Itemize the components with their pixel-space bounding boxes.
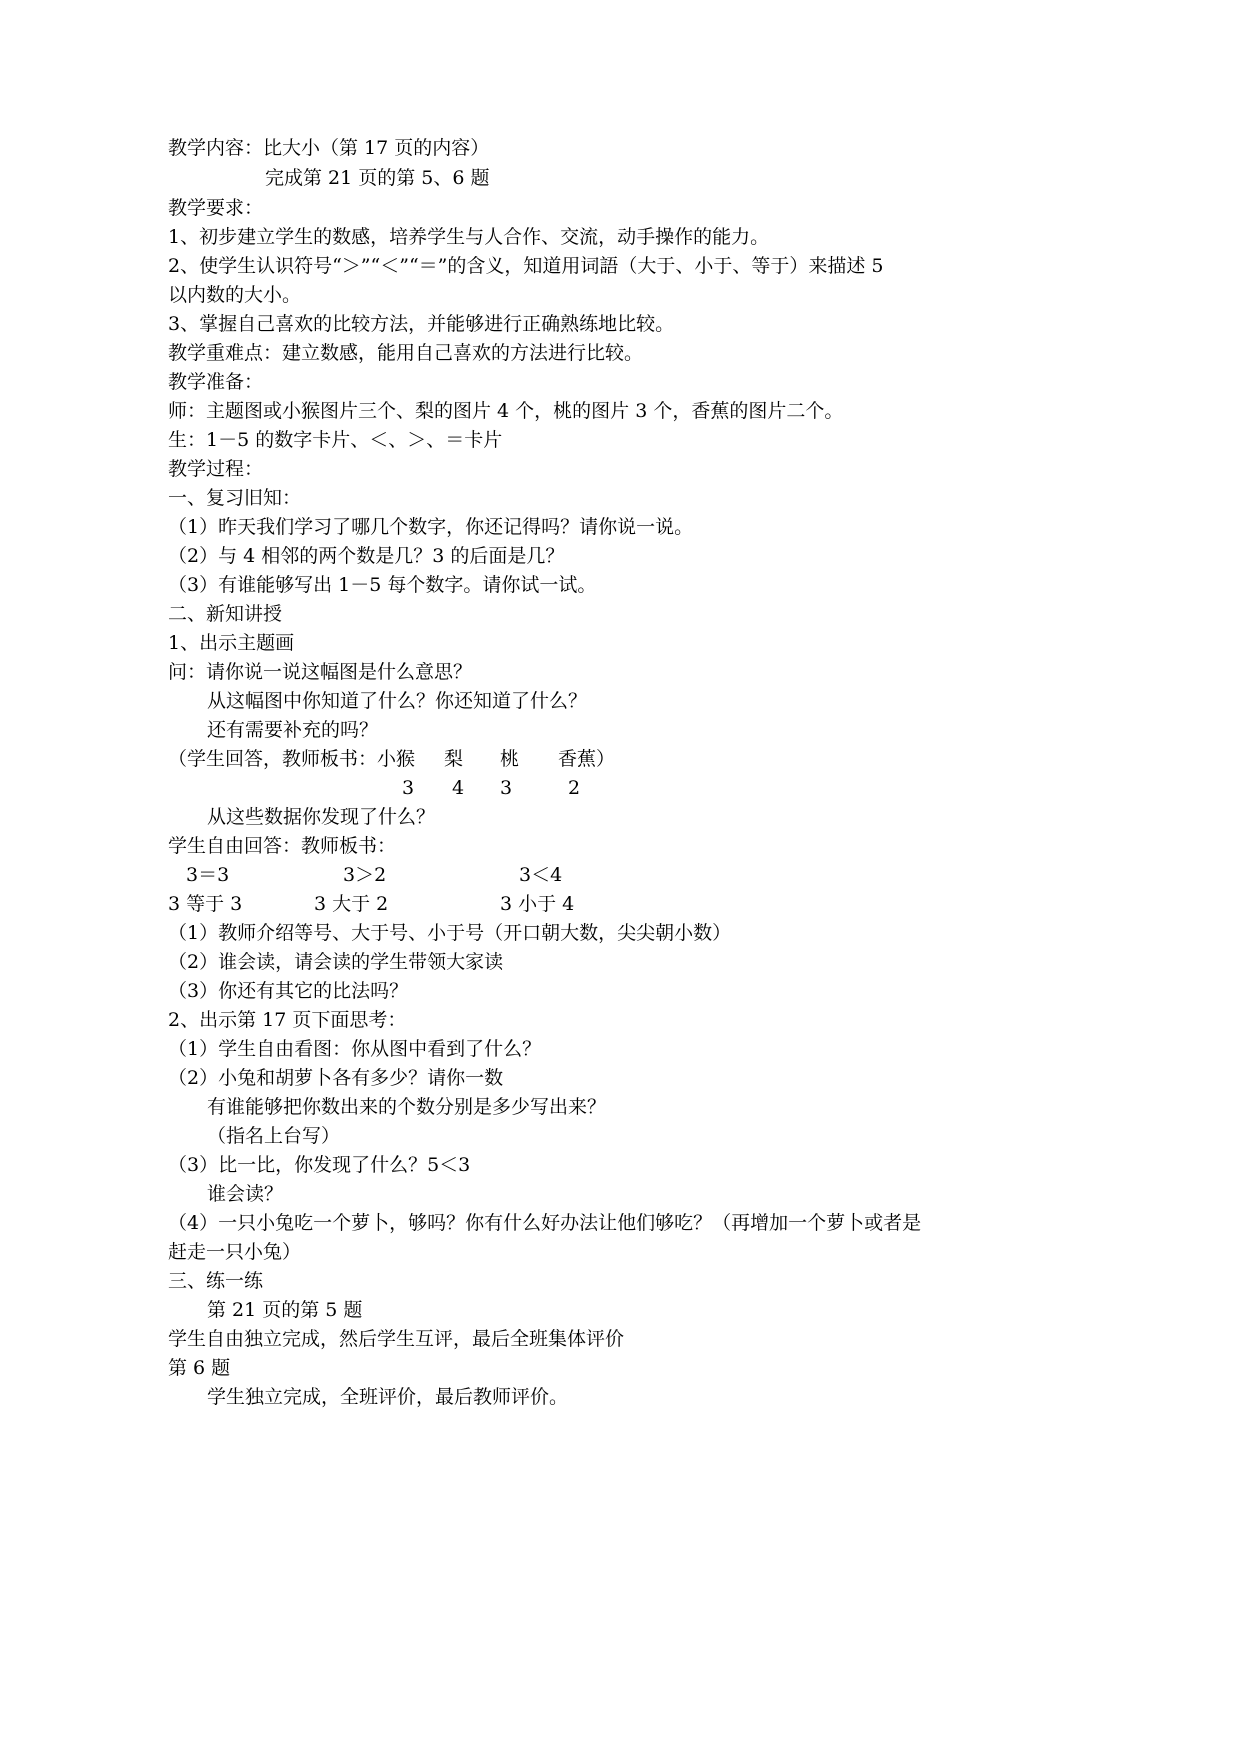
- practice-heading: 三、练一练: [168, 1270, 264, 1292]
- question-2: 从这幅图中你知道了什么？你还知道了什么？: [207, 690, 588, 712]
- board-number-monkey: 3: [402, 777, 415, 799]
- question-3: 还有需要补充的吗？: [207, 719, 379, 741]
- compare-symbol-equal: 3＝3: [186, 864, 230, 886]
- requirement-2-continued: 以内数的大小。: [168, 284, 302, 306]
- compare-symbol-greater: 3＞2: [343, 864, 387, 886]
- think-item-1: （1）学生自由看图：你从图中看到了什么？: [168, 1038, 542, 1060]
- board-number-banana: 2: [568, 777, 581, 799]
- think-item-4-continued: 赶走一只小兔）: [168, 1241, 302, 1263]
- board-label-peach: 桃: [500, 748, 520, 770]
- review-item-1: （1）昨天我们学习了哪几个数字，你还记得吗？请你说一说。: [168, 516, 694, 538]
- intro-item-2: （2）谁会读，请会读的学生带领大家读: [168, 951, 504, 973]
- key-points: 教学重难点：建立数感，能用自己喜欢的方法进行比较。: [168, 342, 644, 364]
- requirement-2: 2、使学生认识符号“＞”“＜”“＝”的含义，知道用词語（大于、小于、等于）来描述 5: [168, 255, 884, 277]
- content-line: 教学内容：比大小（第 17 页的内容）: [168, 137, 490, 159]
- practice-item-1-note: 学生自由独立完成，然后学生互评，最后全班集体评价: [168, 1328, 625, 1350]
- process-heading: 教学过程：: [168, 458, 264, 480]
- preparation-student: 生：1－5 的数字卡片、＜、＞、＝卡片: [168, 429, 503, 451]
- board-label-pear: 梨: [444, 748, 464, 770]
- compare-word-less: 3 小于 4: [500, 893, 575, 915]
- think-item-2: （2）小兔和胡萝卜各有多少？请你一数: [168, 1067, 504, 1089]
- new-knowledge-heading: 二、新知讲授: [168, 603, 283, 625]
- intro-item-1: （1）教师介绍等号、大于号、小于号（开口朝大数，尖尖朝小数）: [168, 922, 732, 944]
- preparation-teacher: 师：主题图或小猴图片三个、梨的图片 4 个，桃的图片 3 个，香蕉的图片二个。: [168, 400, 844, 422]
- new-knowledge-step-2: 2、出示第 17 页下面思考：: [168, 1009, 407, 1031]
- board-label-banana: 香蕉）: [558, 748, 616, 770]
- think-item-4: （4）一只小兔吃一个萝卜，够吗？你有什么好办法让他们够吃？（再增加一个萝卜或者是: [168, 1212, 922, 1234]
- practice-item-2-note: 学生独立完成，全班评价，最后教师评价。: [207, 1386, 569, 1408]
- board-number-peach: 3: [500, 777, 513, 799]
- think-item-3: （3）比一比，你发现了什么？5＜3: [168, 1154, 471, 1176]
- practice-item-2: 第 6 题: [168, 1357, 231, 1379]
- intro-item-3: （3）你还有其它的比法吗？: [168, 980, 409, 1002]
- practice-item-1: 第 21 页的第 5 题: [207, 1299, 363, 1321]
- review-heading: 一、复习旧知：: [168, 487, 302, 509]
- compare-word-equal: 3 等于 3: [168, 893, 243, 915]
- question-1: 问：请你说一说这幅图是什么意思？: [168, 661, 473, 683]
- new-knowledge-step-1: 1、出示主题画: [168, 632, 295, 654]
- requirements-heading: 教学要求：: [168, 197, 264, 219]
- think-item-2-note: （指名上台写）: [207, 1125, 341, 1147]
- review-item-2: （2）与 4 相邻的两个数是几？3 的后面是几？: [168, 545, 565, 567]
- preparation-heading: 教学准备：: [168, 371, 264, 393]
- free-answer: 学生自由回答：教师板书：: [168, 835, 397, 857]
- requirement-1: 1、初步建立学生的数感，培养学生与人合作、交流，动手操作的能力。: [168, 226, 770, 248]
- board-number-pear: 4: [452, 777, 465, 799]
- board-label-monkey: （学生回答，教师板书：小猴: [168, 748, 416, 770]
- requirement-3: 3、掌握自己喜欢的比较方法，并能够进行正确熟练地比较。: [168, 313, 675, 335]
- think-item-3-continued: 谁会读？: [207, 1183, 284, 1205]
- compare-symbol-less: 3＜4: [519, 864, 563, 886]
- content-line-continued: 完成第 21 页的第 5、6 题: [265, 167, 490, 189]
- compare-word-greater: 3 大于 2: [314, 893, 389, 915]
- discover-question: 从这些数据你发现了什么？: [207, 806, 436, 828]
- review-item-3: （3）有谁能够写出 1－5 每个数字。请你试一试。: [168, 574, 597, 596]
- think-item-2-continued: 有谁能够把你数出来的个数分别是多少写出来？: [207, 1096, 607, 1118]
